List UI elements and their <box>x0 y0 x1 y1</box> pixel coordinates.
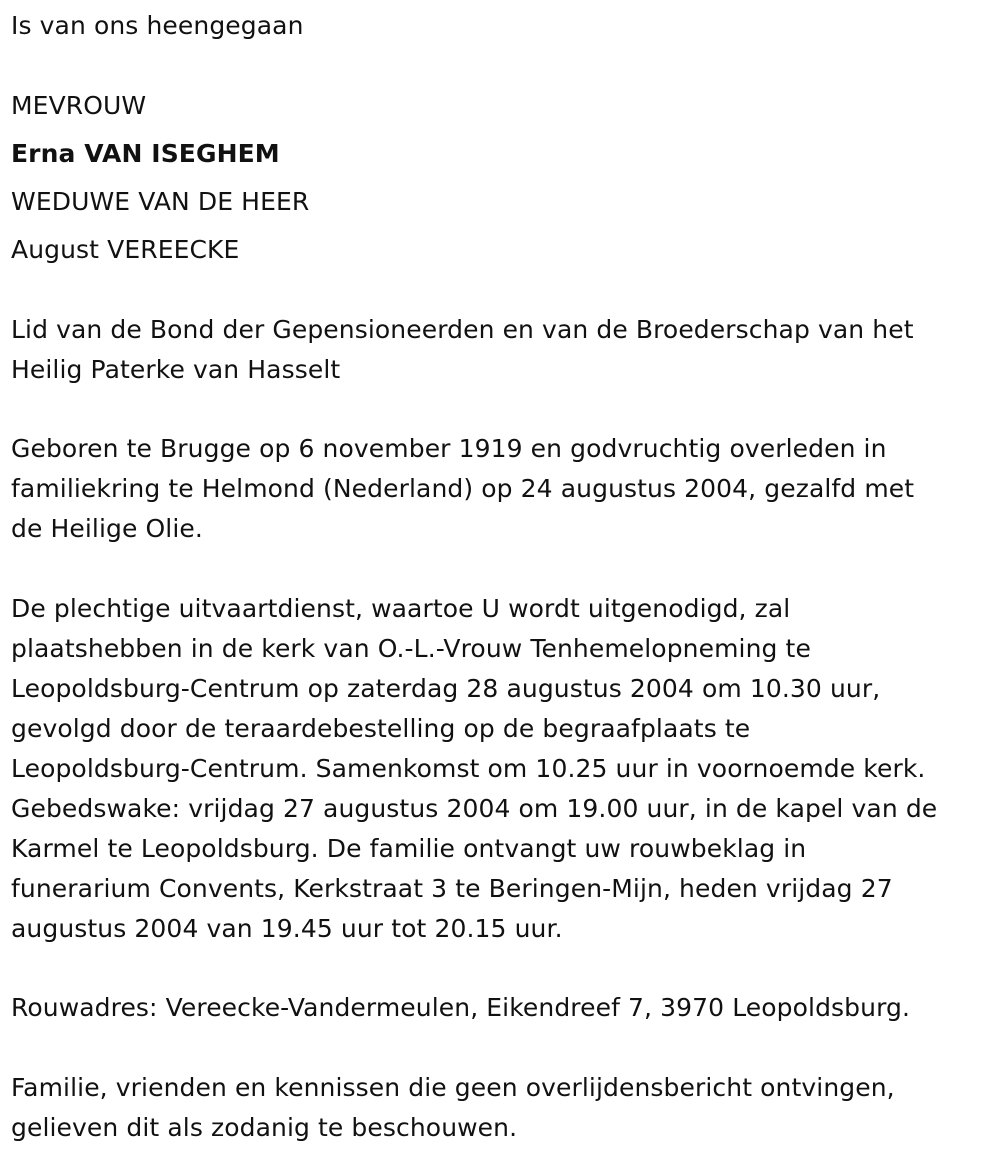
widow-of-line: WEDUWE VAN DE HEER <box>11 187 310 216</box>
service-line: augustus 2004 van 19.45 uur tot 20.15 uur. <box>11 914 563 943</box>
service-line: funerarium Convents, Kerkstraat 3 te Beringen-Mijn, heden vrijdag 27 <box>11 874 893 903</box>
service-line: De plechtige uitvaartdienst, waartoe U wordt uitgenodigd, zal <box>11 594 791 623</box>
membership-line: Lid van de Bond der Gepensioneerden en van de Broederschap van het <box>11 315 914 344</box>
title-line: MEVROUW <box>11 91 147 120</box>
service-line: gevolgd door de teraardebestelling op de begraafplaats te <box>11 714 751 743</box>
closing-line: Familie, vrienden en kennissen die geen overlijdensbericht ontvingen, <box>11 1073 895 1102</box>
birth-death-line: de Heilige Olie. <box>11 514 203 543</box>
service-line: plaatshebben in de kerk van O.-L.-Vrouw Tenhemelopneming te <box>11 634 811 663</box>
service-line: Karmel te Leopoldsburg. De familie ontvangt uw rouwbeklag in <box>11 834 807 863</box>
mourning-address: Rouwadres: Vereecke-Vandermeulen, Eikendreef 7, 3970 Leopoldsburg. <box>11 993 911 1022</box>
membership-line: Heilig Paterke van Hasselt <box>11 355 341 384</box>
closing-line: gelieven dit als zodanig te beschouwen. <box>11 1113 518 1142</box>
intro-line: Is van ons heengegaan <box>11 11 304 40</box>
spouse-name: August VEREECKE <box>11 235 240 264</box>
service-line: Leopoldsburg-Centrum op zaterdag 28 augustus 2004 om 10.30 uur, <box>11 674 881 703</box>
birth-death-line: familiekring te Helmond (Nederland) op 24 augustus 2004, gezalfd met <box>11 474 915 503</box>
service-line: Leopoldsburg-Centrum. Samenkomst om 10.25 uur in voornoemde kerk. <box>11 754 926 783</box>
service-line: Gebedswake: vrijdag 27 augustus 2004 om 19.00 uur, in de kapel van de <box>11 794 938 823</box>
birth-death-line: Geboren te Brugge op 6 november 1919 en godvruchtig overleden in <box>11 434 887 463</box>
deceased-name: Erna VAN ISEGHEM <box>11 139 280 168</box>
